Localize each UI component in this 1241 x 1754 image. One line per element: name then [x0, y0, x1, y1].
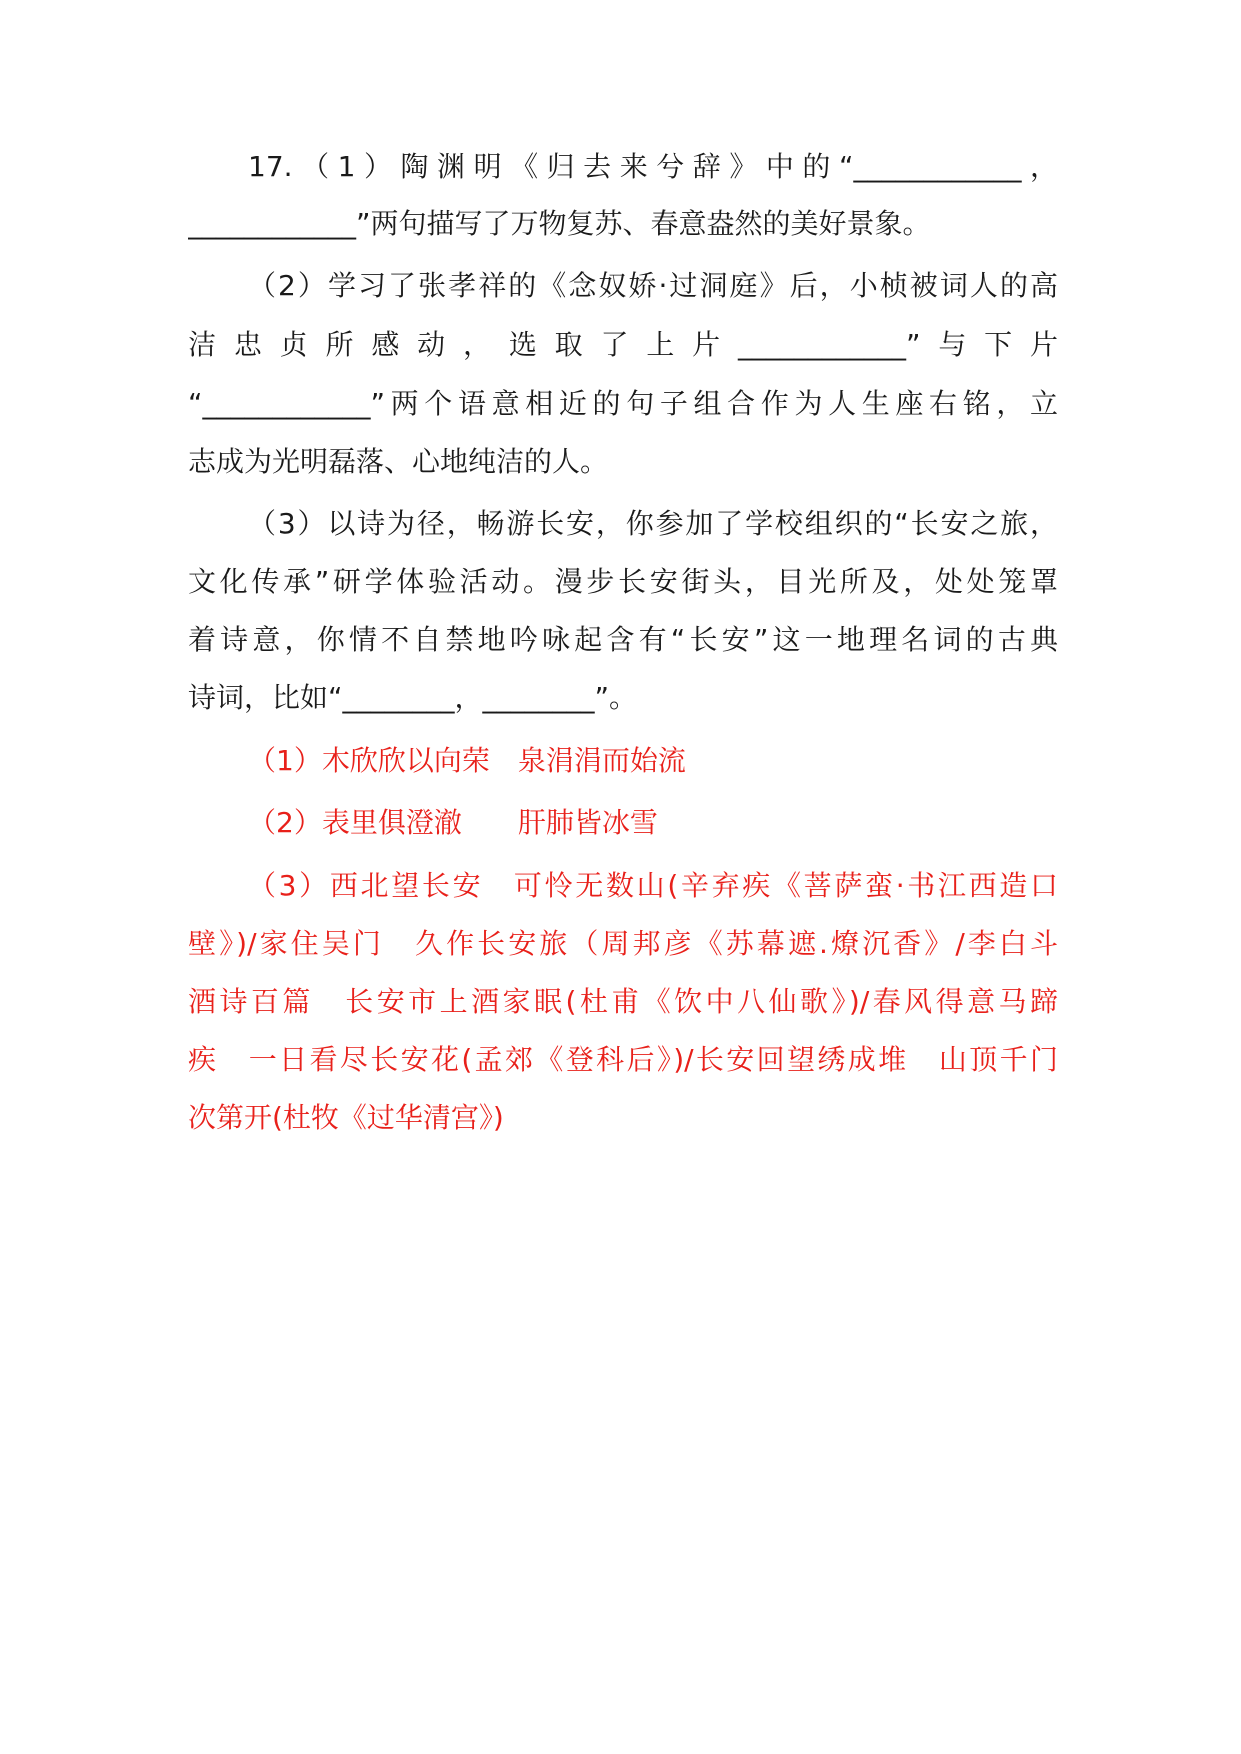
q3-line4: 诗词，比如“________，________”。 [188, 681, 638, 714]
q2-line3: “____________”两个语意相近的句子组合作为人生座右铭，立 [188, 387, 1058, 420]
q2-line2: 洁忠贞所感动，选取了上片____________”与下片 [188, 328, 1058, 361]
answer-3-line3: 酒诗百篇 长安市上酒家眠(杜甫《饮中八仙歌》)/春风得意马蹄 [188, 985, 1058, 1018]
answer-3-line4: 疾 一日看尽长安花(孟郊《登科后》)/长安回望绣成堆 山顶千门 [188, 1043, 1058, 1076]
q2-line1: （2）学习了张孝祥的《念奴娇·过洞庭》后，小桢被词人的高 [248, 269, 1058, 302]
answer-1: （1）木欣欣以向荣 泉涓涓而始流 [248, 744, 686, 777]
q2-line4: 志成为光明磊落、心地纯洁的人。 [188, 445, 609, 478]
q3-line1: （3）以诗为径，畅游长安，你参加了学校组织的“长安之旅， [248, 507, 1058, 540]
q1-line2: ____________”两句描写了万物复苏、春意盎然的美好景象。 [188, 207, 931, 240]
answer-3-line2: 壁》)/家住吴门 久作长安旅（周邦彦《苏幕遮.燎沉香》/李白斗 [188, 927, 1058, 960]
answer-3-line5: 次第开(杜牧《过华清宫》) [188, 1101, 504, 1134]
answer-3-line1: （3）西北望长安 可怜无数山(辛弃疾《菩萨蛮·书江西造口 [248, 869, 1058, 902]
q1-line1: 17.（1）陶渊明《归去来兮辞》中的“____________， [248, 150, 1058, 183]
q3-line2: 文化传承”研学体验活动。漫步长安街头，目光所及，处处笼罩 [188, 565, 1058, 598]
q3-line3: 着诗意，你情不自禁地吟咏起含有“长安”这一地理名词的古典 [188, 623, 1058, 656]
answer-2: （2）表里俱澄澈 肝肺皆冰雪 [248, 806, 658, 839]
